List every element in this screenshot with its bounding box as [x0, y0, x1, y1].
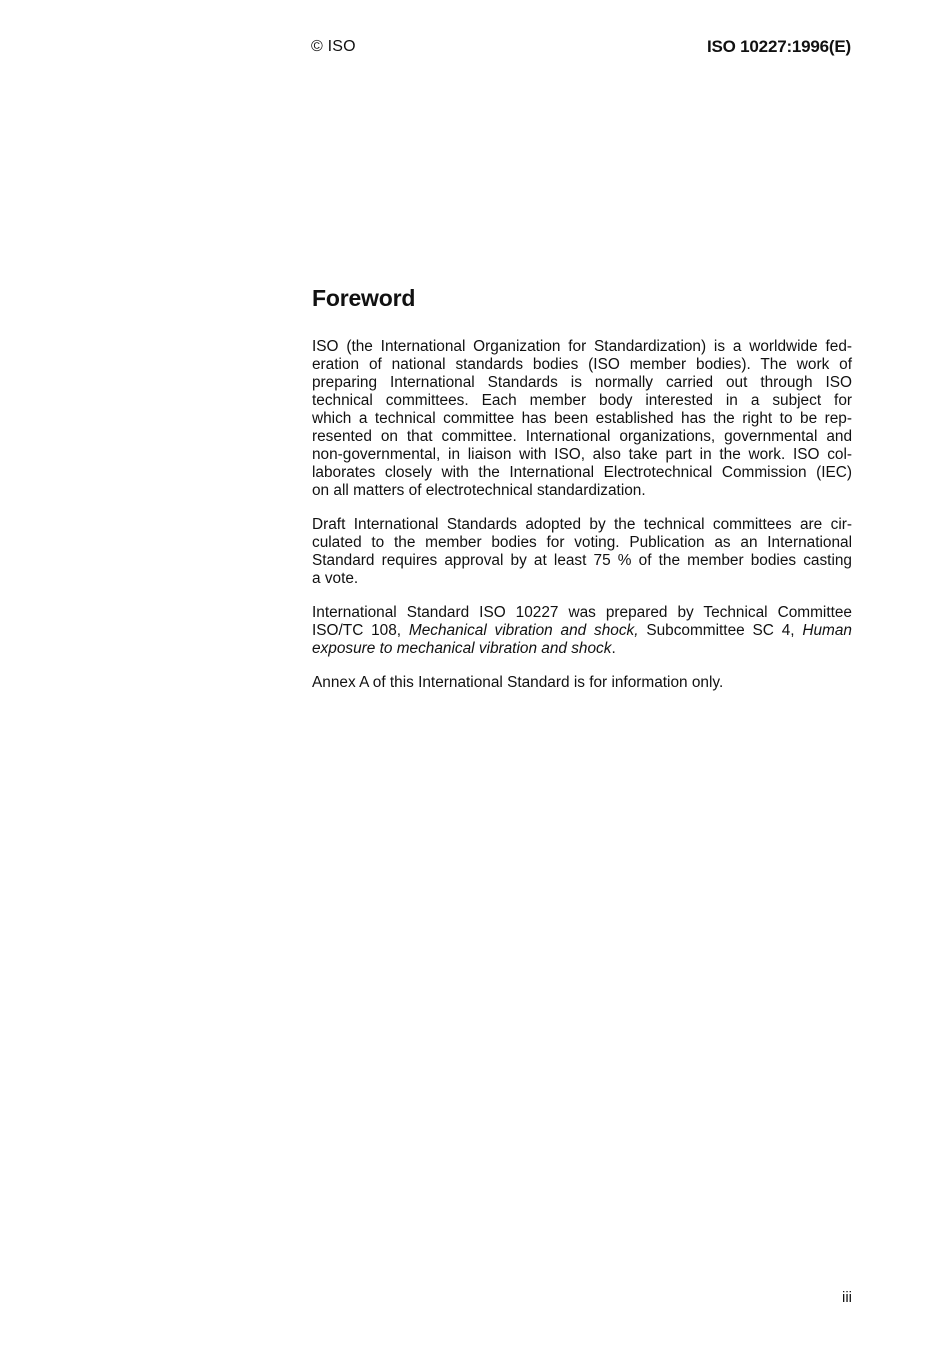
paragraph-preparation	[312, 604, 852, 658]
text-segment: .	[611, 640, 616, 657]
text-line: technical committees. Each member body interested in a subject for	[312, 392, 852, 409]
text-line: Annex A of this International Standard is for information only.	[312, 674, 724, 691]
page-number: iii	[842, 1289, 852, 1306]
text-line: which a technical committee has been established has the right to be rep-	[312, 410, 852, 427]
text-line: resented on that committee. International organizations, governmental and	[312, 428, 852, 445]
page-title: Foreword	[312, 285, 416, 311]
text-line: Draft International Standards adopted by the technical committees are cir-	[312, 516, 852, 533]
subcommittee-title-end: exposure to mechanical vibration and shock	[312, 640, 612, 657]
text-line: preparing International Standards is normally carried out through ISO	[312, 374, 852, 391]
text-line: laborates closely with the International Electrotechnical Commission (IEC)	[312, 464, 852, 481]
text-line: on all matters of electrotechnical standardization.	[312, 482, 646, 499]
paragraph-organization	[312, 338, 852, 500]
text-line: culated to the member bodies for voting. Publication as an International	[312, 534, 852, 551]
text-line	[312, 640, 852, 658]
text-line: non-governmental, in liaison with ISO, also take part in the work. ISO col-	[312, 446, 852, 463]
committee-title: Mechanical vibration and shock,	[408, 622, 639, 639]
subcommittee-title-start: Human	[802, 622, 852, 639]
text-line	[312, 622, 852, 640]
standard-id: ISO 10227:1996(E)	[706, 37, 851, 56]
text-segment: ISO/TC 108,	[312, 622, 409, 639]
text-line: a vote.	[312, 570, 359, 587]
text-line: Standard requires approval by at least 75 % of the member bodies casting	[312, 552, 852, 569]
text-line: ISO (the International Organization for Standardization) is a worldwide fed-	[312, 338, 852, 355]
paragraph-annex	[312, 674, 852, 692]
text-line: eration of national standards bodies (ISO member bodies). The work of	[312, 356, 852, 373]
text-segment: Subcommittee SC 4,	[638, 622, 803, 639]
copyright-label: © ISO	[311, 38, 356, 55]
paragraph-draft-standards	[312, 516, 852, 588]
text-line: International Standard ISO 10227 was prepared by Technical Committee	[312, 604, 852, 621]
foreword-body	[312, 338, 852, 708]
